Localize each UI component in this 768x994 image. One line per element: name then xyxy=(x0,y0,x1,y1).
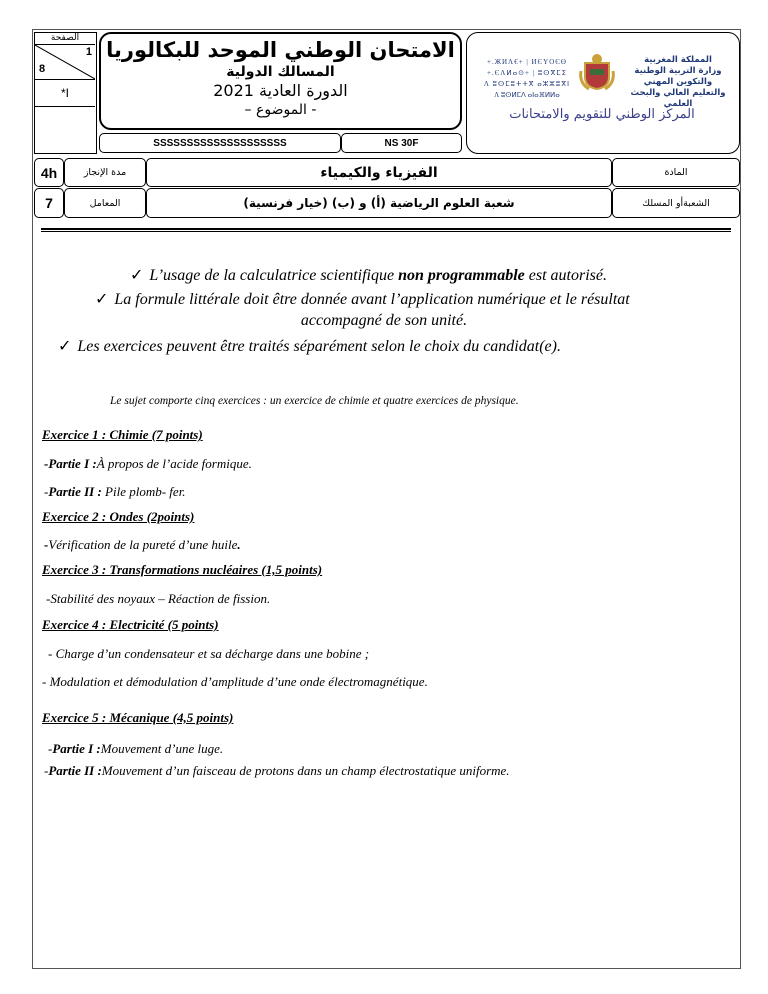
check-icon: ✓ xyxy=(95,291,109,308)
instruction-1: ✓ L’usage de la calculatrice scientifique non programmable est autorisé. xyxy=(130,267,607,284)
national-center-name: المركز الوطني للتقويم والامتحانات xyxy=(509,107,695,122)
exercise-1-part-2: -Partie II : Pile plomb- fer. xyxy=(44,484,186,499)
subject-summary: Le sujet comporte cinq exercices : un exercice de chimie et quatre exercices de physique. xyxy=(110,395,519,407)
check-icon: ✓ xyxy=(130,267,144,284)
exercise-2-title: Exercice 2 : Ondes (2points) xyxy=(42,509,195,524)
exercise-4-item-2: - Modulation et démodulation d’amplitude d’une onde électromagnétique. xyxy=(42,674,428,689)
exercise-1-part-1: -Partie I :À propos de l’acide formique. xyxy=(44,456,252,471)
header-divider xyxy=(41,228,731,232)
page-current: 1 xyxy=(85,46,92,58)
page-label: الصفحة xyxy=(35,33,95,45)
branch-label: الشعبةأو المسلك xyxy=(612,188,740,218)
exercise-5-part-1: -Partie I :Mouvement d’une luge. xyxy=(48,741,224,756)
check-icon: ✓ xyxy=(58,338,72,355)
exercise-5-part-2: -Partie II :Mouvement d’un faisceau de protons dans un champ électrostatique uniforme. xyxy=(44,763,510,778)
branch-name: شعبة العلوم الرياضية (أ) و (ب) (خيار فرنسية) xyxy=(146,188,612,218)
exercise-1-title: Exercice 1 : Chimie (7 points) xyxy=(42,427,203,442)
exam-subtitle: المسالك الدولية xyxy=(226,64,335,80)
page-total: 8 xyxy=(39,63,46,75)
page-number-box xyxy=(34,32,97,154)
ministry-line: والتعليم العالي والبحث العلمي xyxy=(630,88,726,109)
instruction-2: ✓ La formule littérale doit être donnée avant l’application numérique et le résultat xyxy=(95,291,630,308)
instruction-3: ✓ Les exercices peuvent être traités séparément selon le choix du candidat(e). xyxy=(58,338,561,355)
coefficient-value: 7 xyxy=(34,188,64,218)
duration-label: مدة الإنجاز xyxy=(64,158,146,187)
exam-title: الامتحان الوطني الموحد للبكالوريا xyxy=(106,38,455,62)
subject-label: المادة xyxy=(612,158,740,187)
subject-name: الفيزياء والكيمياء xyxy=(146,158,612,187)
ministry-name-ar xyxy=(623,55,733,110)
exercise-3-item: -Stabilité des noyaux – Réaction de fission. xyxy=(46,591,271,606)
exercise-3-title: Exercice 3 : Transformations nucléaires (1,5 points) xyxy=(42,562,323,577)
ministry-line: وزارة التربية الوطنية xyxy=(634,66,722,76)
ministry-line: المملكة المغربية xyxy=(644,55,712,65)
title-box xyxy=(99,32,462,130)
coefficient-label: المعامل xyxy=(64,188,146,218)
coat-of-arms-icon xyxy=(579,51,615,91)
exam-session: الدورة العادية 2021 xyxy=(213,81,348,100)
code-ns: NS 30F xyxy=(341,133,462,153)
exercise-2-item: -Vérification de la pureté d’une huile. xyxy=(44,537,241,552)
ministry-name-tifinagh: +.ЖИΛ€+ | ИЄҮОЄӨ +.ЄΛⵍⴰ⊙+ | ⵓⵙⴳⵎⵉ Λ ⵓⵙⵎⵓⵜⵜⴳ ⴰⵣⵣⵓⴳⵏ Λ ⵓⵙⵍⵎⴷ ⴰⵏⴰⴼⵍⵍⴰ xyxy=(483,58,571,99)
duration-value: 4h xyxy=(34,158,64,187)
exercise-4-title: Exercice 4 : Electricité (5 points) xyxy=(42,617,219,632)
page-code: *I xyxy=(35,79,95,107)
emphasis: non programmable xyxy=(398,267,525,284)
instruction-2-cont: accompagné de son unité. xyxy=(300,312,468,329)
exercise-4-item-1: - Charge d’un condensateur et sa décharge dans une bobine ; xyxy=(48,646,370,661)
ministry-logo-box xyxy=(466,32,740,154)
code-s: SSSSSSSSSSSSSSSSSSSS xyxy=(99,133,341,153)
exercise-5-title: Exercice 5 : Mécanique (4,5 points) xyxy=(42,710,234,725)
exam-subject-label: - الموضوع – xyxy=(244,102,317,118)
ministry-line: والتكوين المهني xyxy=(643,77,713,87)
